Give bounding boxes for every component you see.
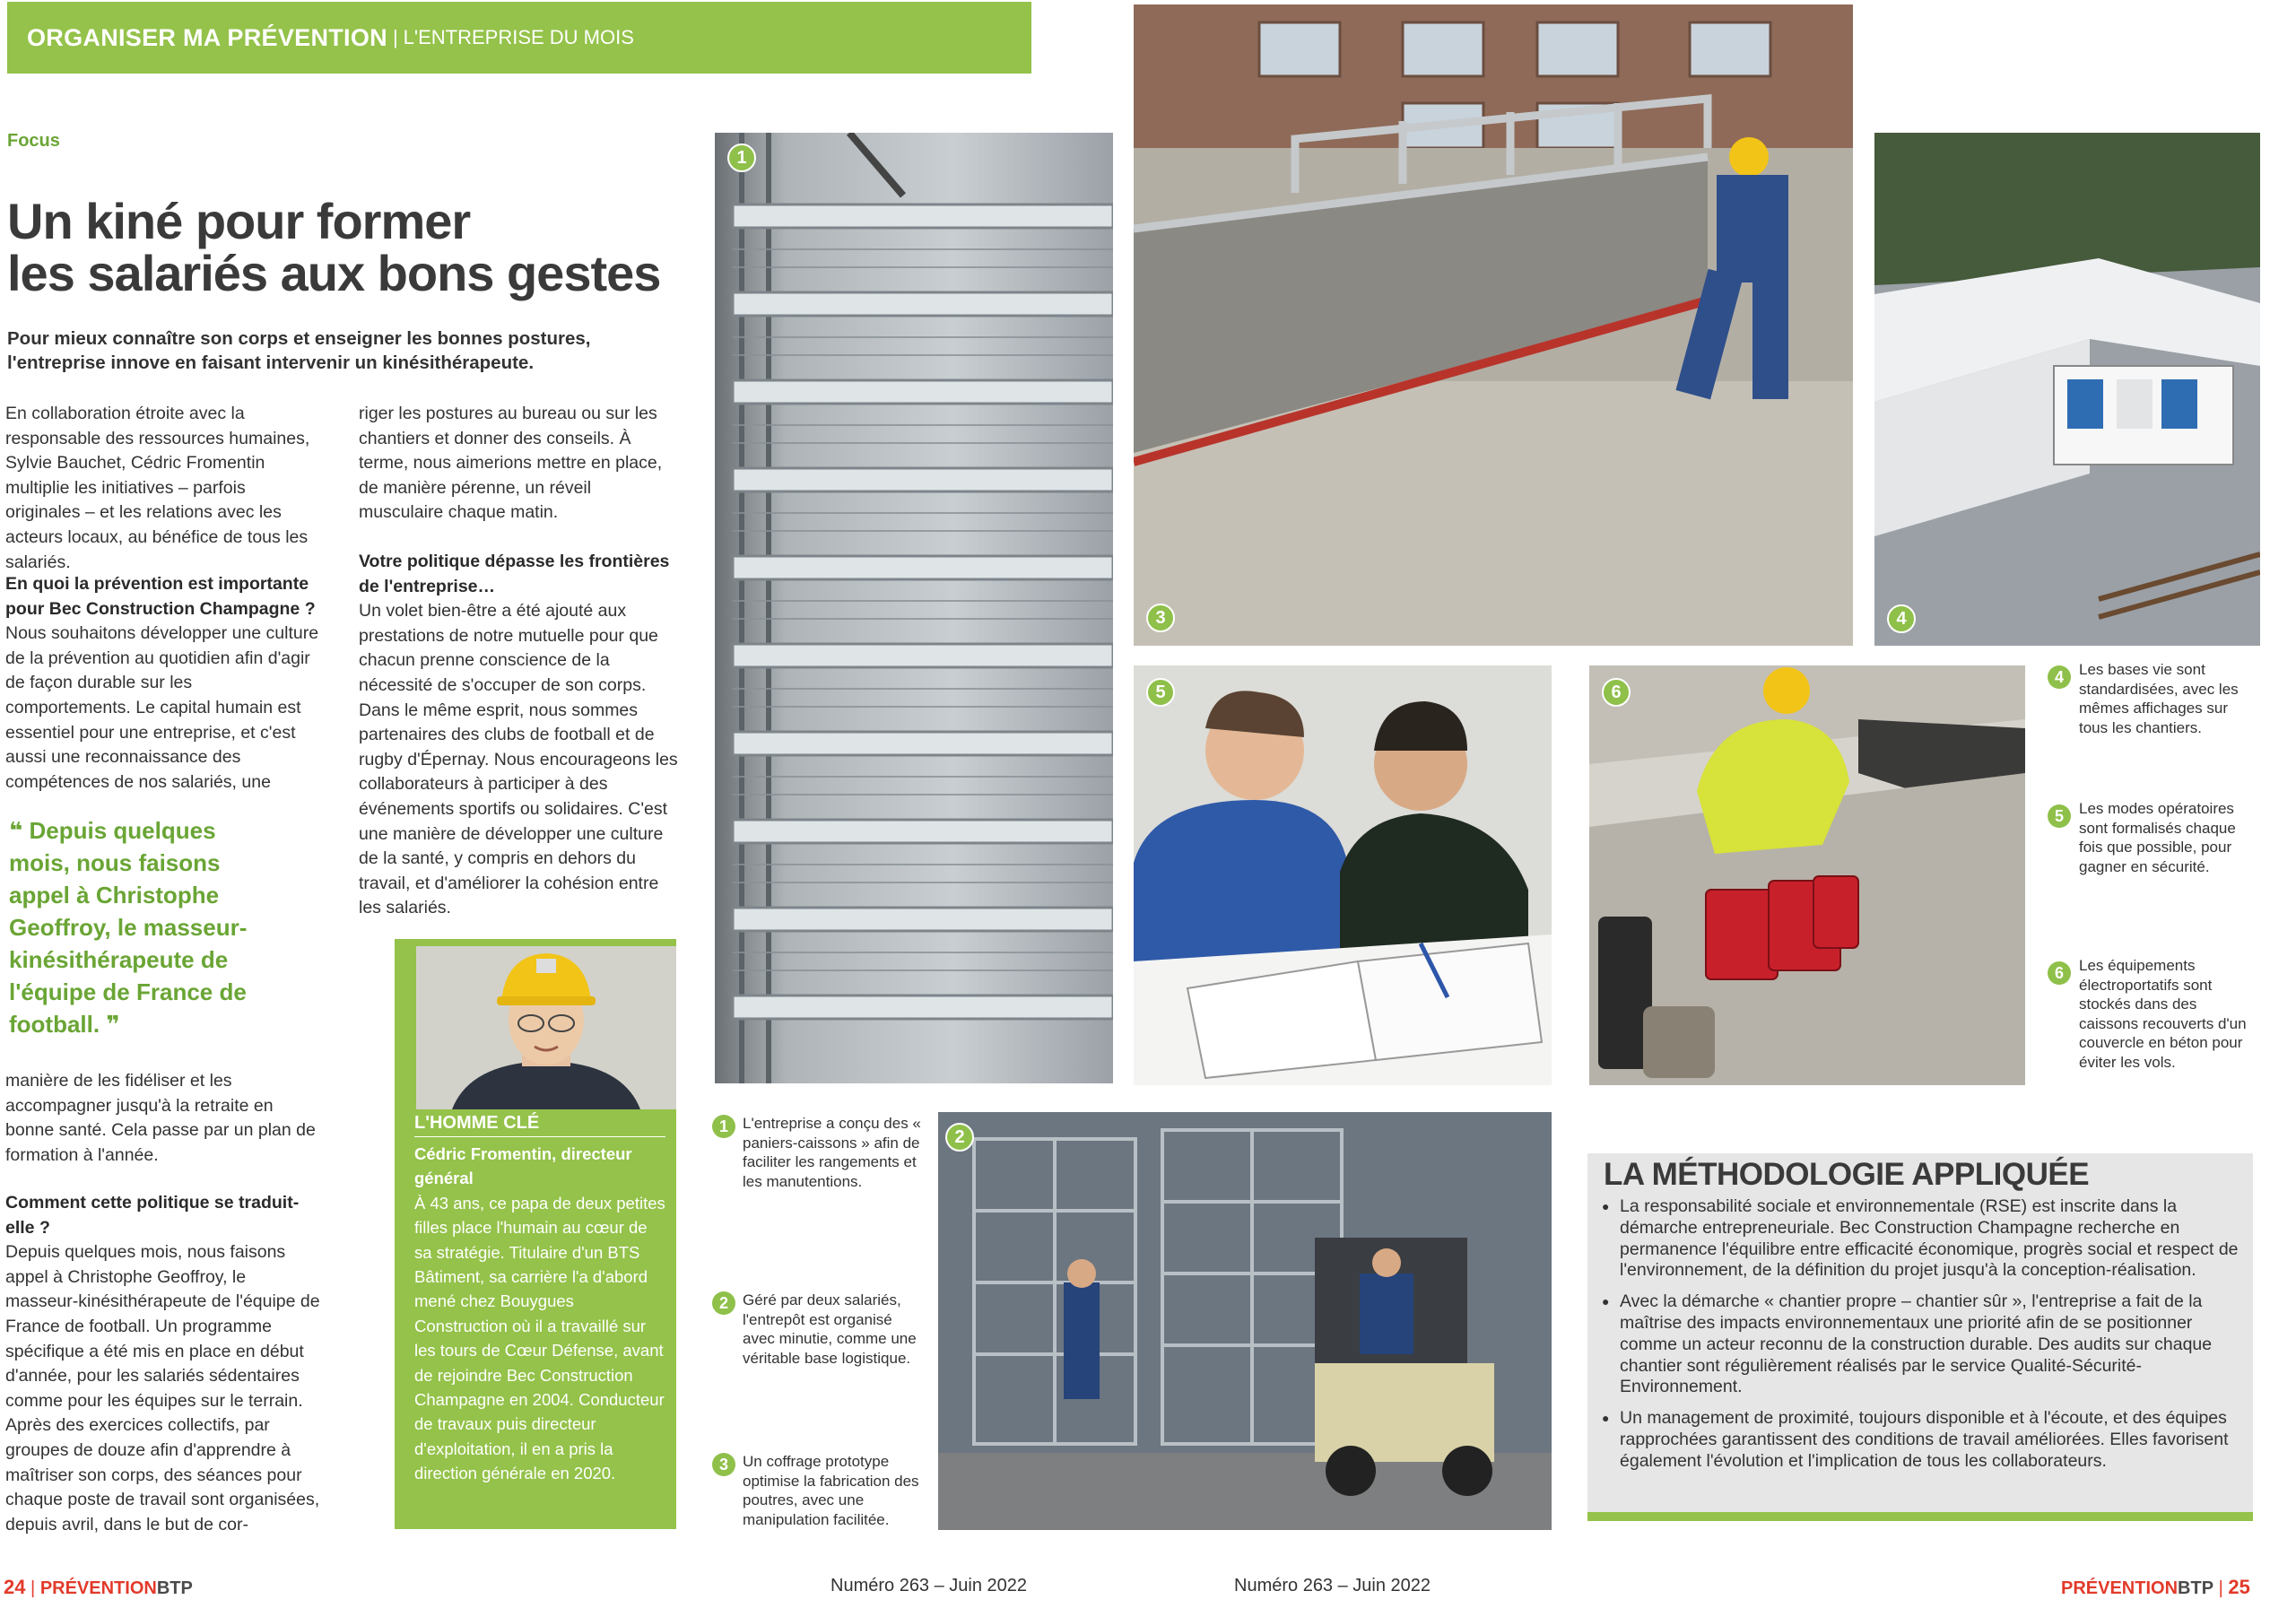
brand-right-b: BTP [2178, 1578, 2214, 1598]
caption-5: Les modes opératoires sont formalisés chaque fois que possible, pour gagner en sécurité. [2079, 800, 2236, 875]
photo-2-warehouse [938, 1112, 1552, 1530]
caption-3: Un coffrage prototype optimise la fabrication des poutres, avec une manipulation facilitée. [743, 1453, 919, 1528]
methodology-title: LA MÉTHODOLOGIE APPLIQUÉE [1604, 1157, 2090, 1192]
answer-2-continued: riger les postures au bureau ou sur les chantiers et donner des conseils. À terme, nous aimerions mettre en place, de manière pérenne, un réveil musculaire chaque matin. [359, 404, 663, 523]
brand-left [40, 1578, 193, 1598]
photo-number-3: 3 [1146, 604, 1175, 632]
issue-left: Numéro 263 – Juin 2022 [831, 1576, 1028, 1595]
tool-storage-illustration [1589, 665, 2025, 1085]
quote-close-icon: ❞ [100, 1011, 120, 1038]
col1-qa1 [5, 572, 321, 795]
photo-3-formwork [1134, 4, 1853, 646]
title-line-2: les salariés aux bons gestes [7, 245, 661, 301]
answer-3: Un volet bien-être a été ajouté aux prestations de notre mutuelle pour que chacun prenne conscience de la nécessité de s'occuper de son corps. Dans le même esprit, nous sommes partenaires des clubs de football et de rugby d'Épernay. Nous encourageons les collaborateurs à participer à des événements sportifs ou solidaires. C'est une manière de développer une culture de la santé, y compris en dehors du travail, et d'améliorer la cohésion entre les salariés. [359, 601, 678, 918]
section-title: ORGANISER MA PRÉVENTION [27, 23, 387, 51]
pull-quote [9, 814, 278, 1040]
answer-1: Nous souhaitons développer une culture de la prévention au quotidien afin d'agir de façon durable sur les comportements. Le capital humain est essentiel pour une entreprise, et c'est aussi une reconnaissance des compétences de nos salariés, une [5, 623, 319, 792]
col2-answer-continued [359, 402, 678, 526]
caption-2: Géré par deux salariés, l'entrepôt est organisé avec minutie, comme une véritable base logistique. [743, 1291, 917, 1367]
quote-text: Depuis quelques mois, nous faisons appel à Christophe Geoffroy, le masseur-kinésithérapeute de l'équipe de France de football. [9, 817, 248, 1038]
photo-number-2: 2 [945, 1123, 974, 1152]
question-3: Votre politique dépasse les frontières de l'entreprise… [359, 552, 670, 596]
footer-left [4, 1576, 193, 1599]
warehouse-illustration [938, 1112, 1552, 1530]
caption-4: Les bases vie sont standardisées, avec les mêmes affichages sur tous les chantiers. [2079, 661, 2239, 736]
section-header [7, 2, 1031, 74]
photo-number-5: 5 [1146, 678, 1175, 707]
key-man-heading: L'HOMME CLÉ [414, 1113, 665, 1137]
methodology-item: ● Un management de proximité, toujours disponible et à l'écoute, et des équipes rapprochées garantissent des conditions de travail améliorées. Elles favorisent également l'évolution et l'implication de tous les collaborateurs. [1602, 1408, 2248, 1472]
key-man-bio: À 43 ans, ce papa de deux petites filles place l'humain au cœur de sa stratégie. Titulaire d'un BTS Bâtiment, sa carrière l'a d'abord mené chez Bouygues Construction où il a travaillé sur les tours de Cœur Défense, avant de rejoindre Bec Construction Champagne en 2004. Conducteur de travaux puis directeur d'exploitation, il en a pris la direction générale en 2020. [414, 1193, 665, 1483]
key-man-photo [416, 946, 676, 1109]
caption-number-5: 5 [2048, 804, 2071, 828]
photo-1-cages [715, 133, 1113, 1083]
brand-left-b: BTP [156, 1578, 193, 1598]
methodology-item: ● La responsabilité sociale et environnementale (RSE) est inscrite dans la démarche entrepreneuriale. Bec Construction Champagne recherche en permanence l'équilibre entre efficacité économique, progrès social et respect de l'environnement, de la définition du projet jusqu'à la conception-réalisation. [1602, 1196, 2248, 1282]
methodology-underline [1587, 1512, 2253, 1521]
meeting-illustration [1134, 665, 1552, 1085]
caption-6: Les équipements électroportatifs sont stockés dans des caissons recouverts d'un couvercle en béton pour éviter les vols. [2079, 957, 2247, 1071]
article-lede: Pour mieux connaître son corps et enseigner les bonnes postures, l'entreprise innove en faisant intervenir un kinésithérapeute. [7, 328, 591, 373]
intro-paragraph: En collaboration étroite avec la responsable des ressources humaines, Sylvie Bauchet, Cédric Fromentin multiplie les initiatives – parfois originales – et les relations avec les acteurs locaux, au bénéfice de tous les salariés. [5, 404, 310, 572]
photo-6-tool-storage [1589, 665, 2025, 1085]
caption-number-3: 3 [712, 1453, 735, 1476]
formwork-illustration [1134, 4, 1853, 646]
key-man-box [395, 939, 676, 1529]
title-line-1: Un kiné pour former [7, 193, 471, 249]
methodology-box [1587, 1153, 2253, 1521]
caption-1: L'entreprise a conçu des « paniers-caissons » afin de faciliter les rangements et les manutentions. [743, 1115, 921, 1190]
portrait-illustration [416, 946, 676, 1109]
col2-qa3 [359, 550, 678, 921]
page-number-right: 25 [2228, 1576, 2250, 1598]
question-2: Comment cette politique se traduit-elle ? [5, 1193, 300, 1238]
question-1: En quoi la prévention est importante pour Bec Construction Champagne ? [5, 574, 316, 619]
page-divider-left: | [30, 1578, 36, 1598]
brand-left-a: PRÉVENTION [39, 1578, 157, 1598]
col1-intro [5, 402, 321, 575]
photo-number-1: 1 [727, 143, 756, 172]
answer-1-continued: manière de les fidéliser et les accompagner jusqu'à la retraite en bonne santé. Cela passe par un plan de formation à l'année. [5, 1071, 316, 1165]
brand-right-a: PRÉVENTION [2061, 1578, 2179, 1598]
cages-illustration [715, 133, 1113, 1083]
methodology-item: ● Avec la démarche « chantier propre – chantier sûr », l'entreprise a fait de la maîtrise des impacts environnementaux une priorité afin de se positionner comme un acteur reconnu de la construction durable. Des audits sur chaque chantier sont régulièrement réalisés par le service Qualité-Sécurité-Environnement. [1602, 1291, 2248, 1398]
photo-number-6: 6 [1602, 678, 1631, 707]
section-subtitle: L'ENTREPRISE DU MOIS [403, 26, 634, 48]
issue-right: Numéro 263 – Juin 2022 [1234, 1576, 1431, 1595]
col1-qa2 [5, 1191, 321, 1537]
caption-number-1: 1 [712, 1115, 735, 1138]
brand-right [2061, 1578, 2213, 1598]
answer-2: Depuis quelques mois, nous faisons appel à Christophe Geoffroy, le masseur-kinésithérapeute de l'équipe de France de football. Un programme spécifique a été mis en place en début d'année, pour les salariés sédentaires comme pour les équipes sur le terrain. Après des exercices collectifs, par groupes de douze afin d'apprendre à maîtriser son corps, des séances pour chaque poste de travail sont organisées, depuis avril, dans le but de cor- [5, 1242, 320, 1534]
col1-answer-continued [5, 1069, 321, 1168]
article-title [7, 193, 689, 301]
methodology-list [1602, 1196, 2248, 1482]
focus-label: Focus [7, 131, 60, 151]
page-divider-right: | [2218, 1578, 2223, 1598]
caption-number-4: 4 [2048, 665, 2071, 689]
footer-right [2061, 1576, 2250, 1599]
quote-open-icon: ❝ [9, 817, 30, 844]
photo-4-site-cabins [1874, 133, 2260, 646]
photo-number-4: 4 [1887, 604, 1916, 633]
key-man-name: Cédric Fromentin, directeur général [414, 1144, 632, 1188]
caption-number-6: 6 [2048, 961, 2071, 985]
key-man-text [414, 1142, 669, 1486]
section-separator: | [392, 26, 398, 48]
caption-number-2: 2 [712, 1291, 735, 1315]
cabins-illustration [1874, 133, 2260, 646]
photo-5-meeting [1134, 665, 1552, 1085]
page-number-left: 24 [4, 1576, 26, 1598]
